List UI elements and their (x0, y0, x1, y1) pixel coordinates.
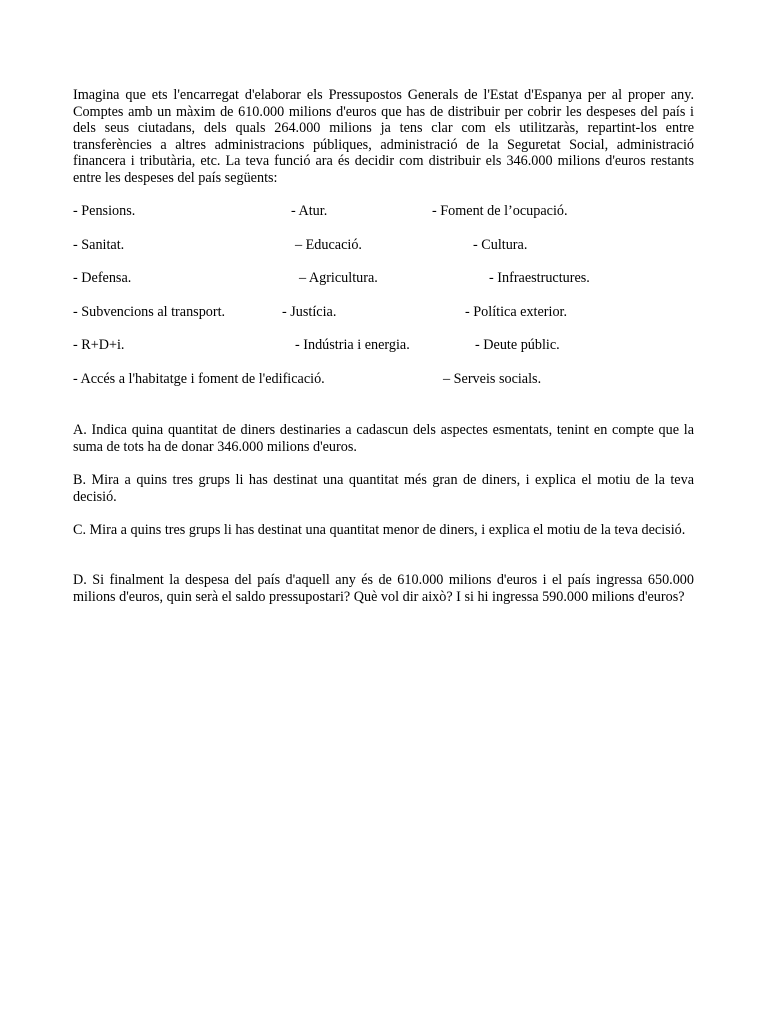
intro-paragraph: Imagina que ets l'encarregat d'elaborar els Pressupostos Generals de l'Estat d'Espanya per al proper any. Comptes amb un màxim de 610.000 milions d'euros que has de distribuir per cobrir les despeses del país i dels seus ciutadans, dels quals 264.000 milions ja tens clar com els utilitzaràs, repartint-los entre transferències a altres administracions públiques, administració de la Seguretat Social, administració financera i tributària, etc. La teva funció ara és decidir com distribuir els 346.000 milions d'euros restants entre les despeses del país següents: (73, 87, 694, 186)
list-item: – Agricultura. (299, 270, 378, 286)
question-a: A. Indica quina quantitat de diners destinaries a cadascun dels aspectes esmentats, tenint en compte que la suma de tots ha de donar 346.000 milions d'euros. (73, 422, 694, 455)
list-item: - Atur. (291, 203, 328, 219)
list-item: - Cultura. (473, 237, 528, 253)
list-item: – Educació. (295, 237, 362, 253)
list-item: - Deute públic. (475, 337, 560, 353)
list-item: – Serveis socials. (443, 371, 542, 387)
list-item: - R+D+i. (73, 337, 125, 353)
list-item: - Indústria i energia. (295, 337, 410, 353)
items-row-3 (0, 270, 768, 287)
items-row-1 (0, 203, 768, 220)
items-row-2 (0, 237, 768, 254)
question-b: B. Mira a quins tres grups li has destinat una quantitat més gran de diners, i explica el motiu de la teva decisió. (73, 472, 694, 505)
list-item: - Política exterior. (465, 304, 568, 320)
items-row-6 (0, 371, 768, 388)
list-item: - Subvencions al transport. (73, 304, 226, 320)
list-item: - Justícia. (282, 304, 337, 320)
question-d: D. Si finalment la despesa del país d'aquell any és de 610.000 milions d'euros i el país ingressa 650.000 milions d'euros, quin serà el saldo pressupostari? Què vol dir això? I si hi ingressa 590.000 milions d'euros? (73, 572, 694, 605)
list-item: - Sanitat. (73, 237, 125, 253)
list-item: - Foment de l’ocupació. (432, 203, 568, 219)
items-row-5 (0, 337, 768, 354)
list-item: - Infraestructures. (489, 270, 590, 286)
list-item: - Defensa. (73, 270, 132, 286)
list-item: - Accés a l'habitatge i foment de l'edificació. (73, 371, 325, 387)
list-item: - Pensions. (73, 203, 136, 219)
question-c: C. Mira a quins tres grups li has destinat una quantitat menor de diners, i explica el motiu de la teva decisió. (73, 522, 686, 538)
items-row-4 (0, 304, 768, 321)
